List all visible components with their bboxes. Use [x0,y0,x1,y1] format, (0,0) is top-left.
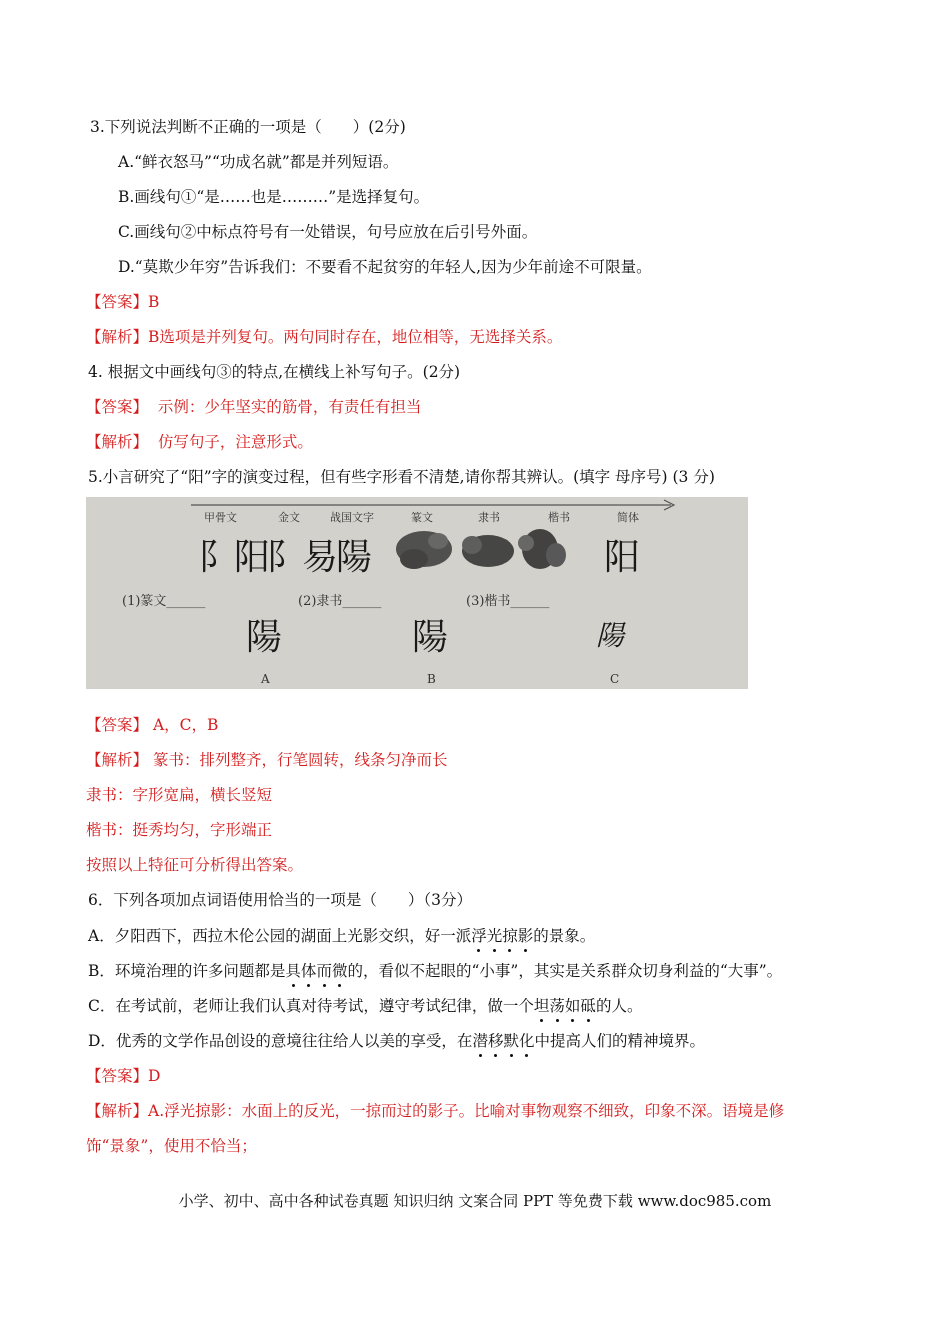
q6-stem: 6．下列各项加点词语使用恰当的一项是（ ）（3分） [88,891,472,909]
emphasis-char: 移 [487,1032,504,1050]
timeline-label: 金文 [278,511,300,524]
dotted-phrase [285,962,347,980]
timeline-label: 简体 [617,511,639,524]
analysis-text: A.浮光掠影：水面上的反光，一掠而过的影子。比喻对事物观察不细致，印象不深。语境是修 [148,1102,785,1120]
glyph-warring-states: 陽 [336,537,373,578]
option-text: C．在考试前，老师让我们认真对待考试，遵守考试纪律，做一个 [88,997,534,1015]
timeline-label: 战国文字 [330,511,374,524]
analysis-tag: 【解析】 [86,433,149,451]
emphasis-char: 化 [518,1032,535,1050]
dotted-phrase [534,997,596,1015]
dotted-phrase [471,927,533,945]
timeline-label: 篆文 [411,511,433,524]
answer-value: 示例：少年坚实的筋骨，有责任有担当 [148,398,422,416]
analysis-text: 篆书：排列整齐，行笔圆转，线条匀净而长 [148,751,448,769]
analysis-line: 按照以上特征可分析得出答案。 [86,856,304,874]
q3-option-c: C.画线句②中标点符号有一处错误，句号应放在后引号外面。 [118,223,538,241]
emphasis-char: 体 [300,962,317,980]
option-b-letter: B [427,672,436,686]
blank-1: (1)篆文______ [122,594,206,609]
emphasis-char: 砥 [580,997,596,1015]
q5-analysis [86,749,447,771]
option-c-letter: C [610,672,620,686]
q6-answer [86,1065,160,1087]
q3-answer [86,291,159,313]
option-text: A．夕阳西下，西拉木伦公园的湖面上光影交织，好一派 [88,927,472,945]
emphasis-char: 而 [316,962,332,980]
q5-stem: 5.小言研究了“阳”字的演变过程，但有些字形看不清楚,请你帮其辨认。(填字 母序号) (3 分) [88,468,715,486]
option-a-glyph: 陽 [246,617,283,658]
answer-tag: 【答案】 [86,1067,149,1085]
option-b-glyph: 陽 [412,617,449,658]
q3-option-a: A.“鲜衣怒马”“功成名就”都是并列短语。 [118,153,399,171]
answer-value: A，C，B [148,716,219,734]
emphasis-char: 微 [331,962,348,980]
analysis-line: 楷书：挺秀均匀，字形端正 [86,821,273,839]
option-text: 中提高人们的精神境界。 [534,1032,706,1050]
analysis-tag: 【解析】 [86,328,149,346]
emphasis-char: 默 [503,1032,519,1050]
q4-analysis [86,431,313,453]
answer-value: B [148,293,160,311]
answer-tag: 【答案】 [86,398,149,416]
character-evolution-figure [86,497,748,689]
q3-stem: 3.下列说法判断不正确的一项是（ ）(2分) [90,118,406,136]
timeline-label: 甲骨文 [204,511,237,524]
option-text: B．环境治理的许多问题都是 [88,962,286,980]
emphasis-char: 荡 [549,997,565,1015]
q5-answer [86,714,218,736]
page-footer: 小学、初中、高中各种试卷真题 知识归纳 文案合同 PPT 等免费下载 www.doc985.com [178,1192,772,1210]
q4-stem: 4. 根据文中画线句③的特点,在横线上补写句子。(2分) [88,363,461,381]
option-c-glyph: 陽 [596,619,625,652]
q4-answer [86,396,421,418]
q6-analysis [86,1100,784,1122]
answer-tag: 【答案】 [86,716,149,734]
timeline-label: 楷书 [548,511,570,524]
emphasis-char: 掠 [502,927,518,945]
smudge-blots [396,529,566,569]
blank-3: (3)楷书______ [466,594,550,609]
analysis-text: 仿写句子，注意形式。 [148,433,313,451]
analysis-text: B选项是并列复句。两句同时存在，地位相等，无选择关系。 [148,328,563,346]
option-a-letter: A [261,672,270,686]
dotted-phrase [472,1032,534,1050]
analysis-line: 饰“景象”，使用不恰当； [86,1137,257,1155]
emphasis-char: 影 [517,927,534,945]
q6-option-a [88,925,595,947]
emphasis-char: 浮 [471,927,487,945]
analysis-line: 隶书：字形宽扁，横长竖短 [86,786,273,804]
option-text: 的景象。 [533,927,596,945]
q6-option-c [88,995,642,1017]
option-text: 的人。 [595,997,643,1015]
emphasis-char: 坦 [533,997,550,1015]
timeline-label: 隶书 [478,511,500,524]
glyph-bronze: 阝易 [266,537,339,578]
emphasis-char: 如 [564,997,581,1015]
answer-tag: 【答案】 [86,293,149,311]
emphasis-char: 光 [486,927,503,945]
analysis-tag: 【解析】 [86,1102,149,1120]
emphasis-char: 潜 [472,1032,488,1050]
blank-2: (2)隶书______ [298,594,382,609]
q3-option-b: B.画线句①“是……也是………”是选择复句。 [118,188,430,206]
q6-option-d [88,1030,705,1052]
answer-value: D [148,1067,161,1085]
glyph-simplified: 阳 [604,537,641,578]
analysis-tag: 【解析】 [86,751,149,769]
q6-option-b [88,960,782,982]
emphasis-char: 具 [285,962,301,980]
option-text: 的，看似不起眼的“小事”，其实是关系群众切身利益的“大事”。 [347,962,783,980]
q3-analysis [86,326,562,348]
glyph-oracle: 阝阳 [198,537,271,578]
q3-option-d: D.“莫欺少年穷”告诉我们：不要看不起贫穷的年轻人,因为少年前途不可限量。 [118,258,652,276]
option-text: D．优秀的文学作品创设的意境往往给人以美的享受，在 [88,1032,473,1050]
